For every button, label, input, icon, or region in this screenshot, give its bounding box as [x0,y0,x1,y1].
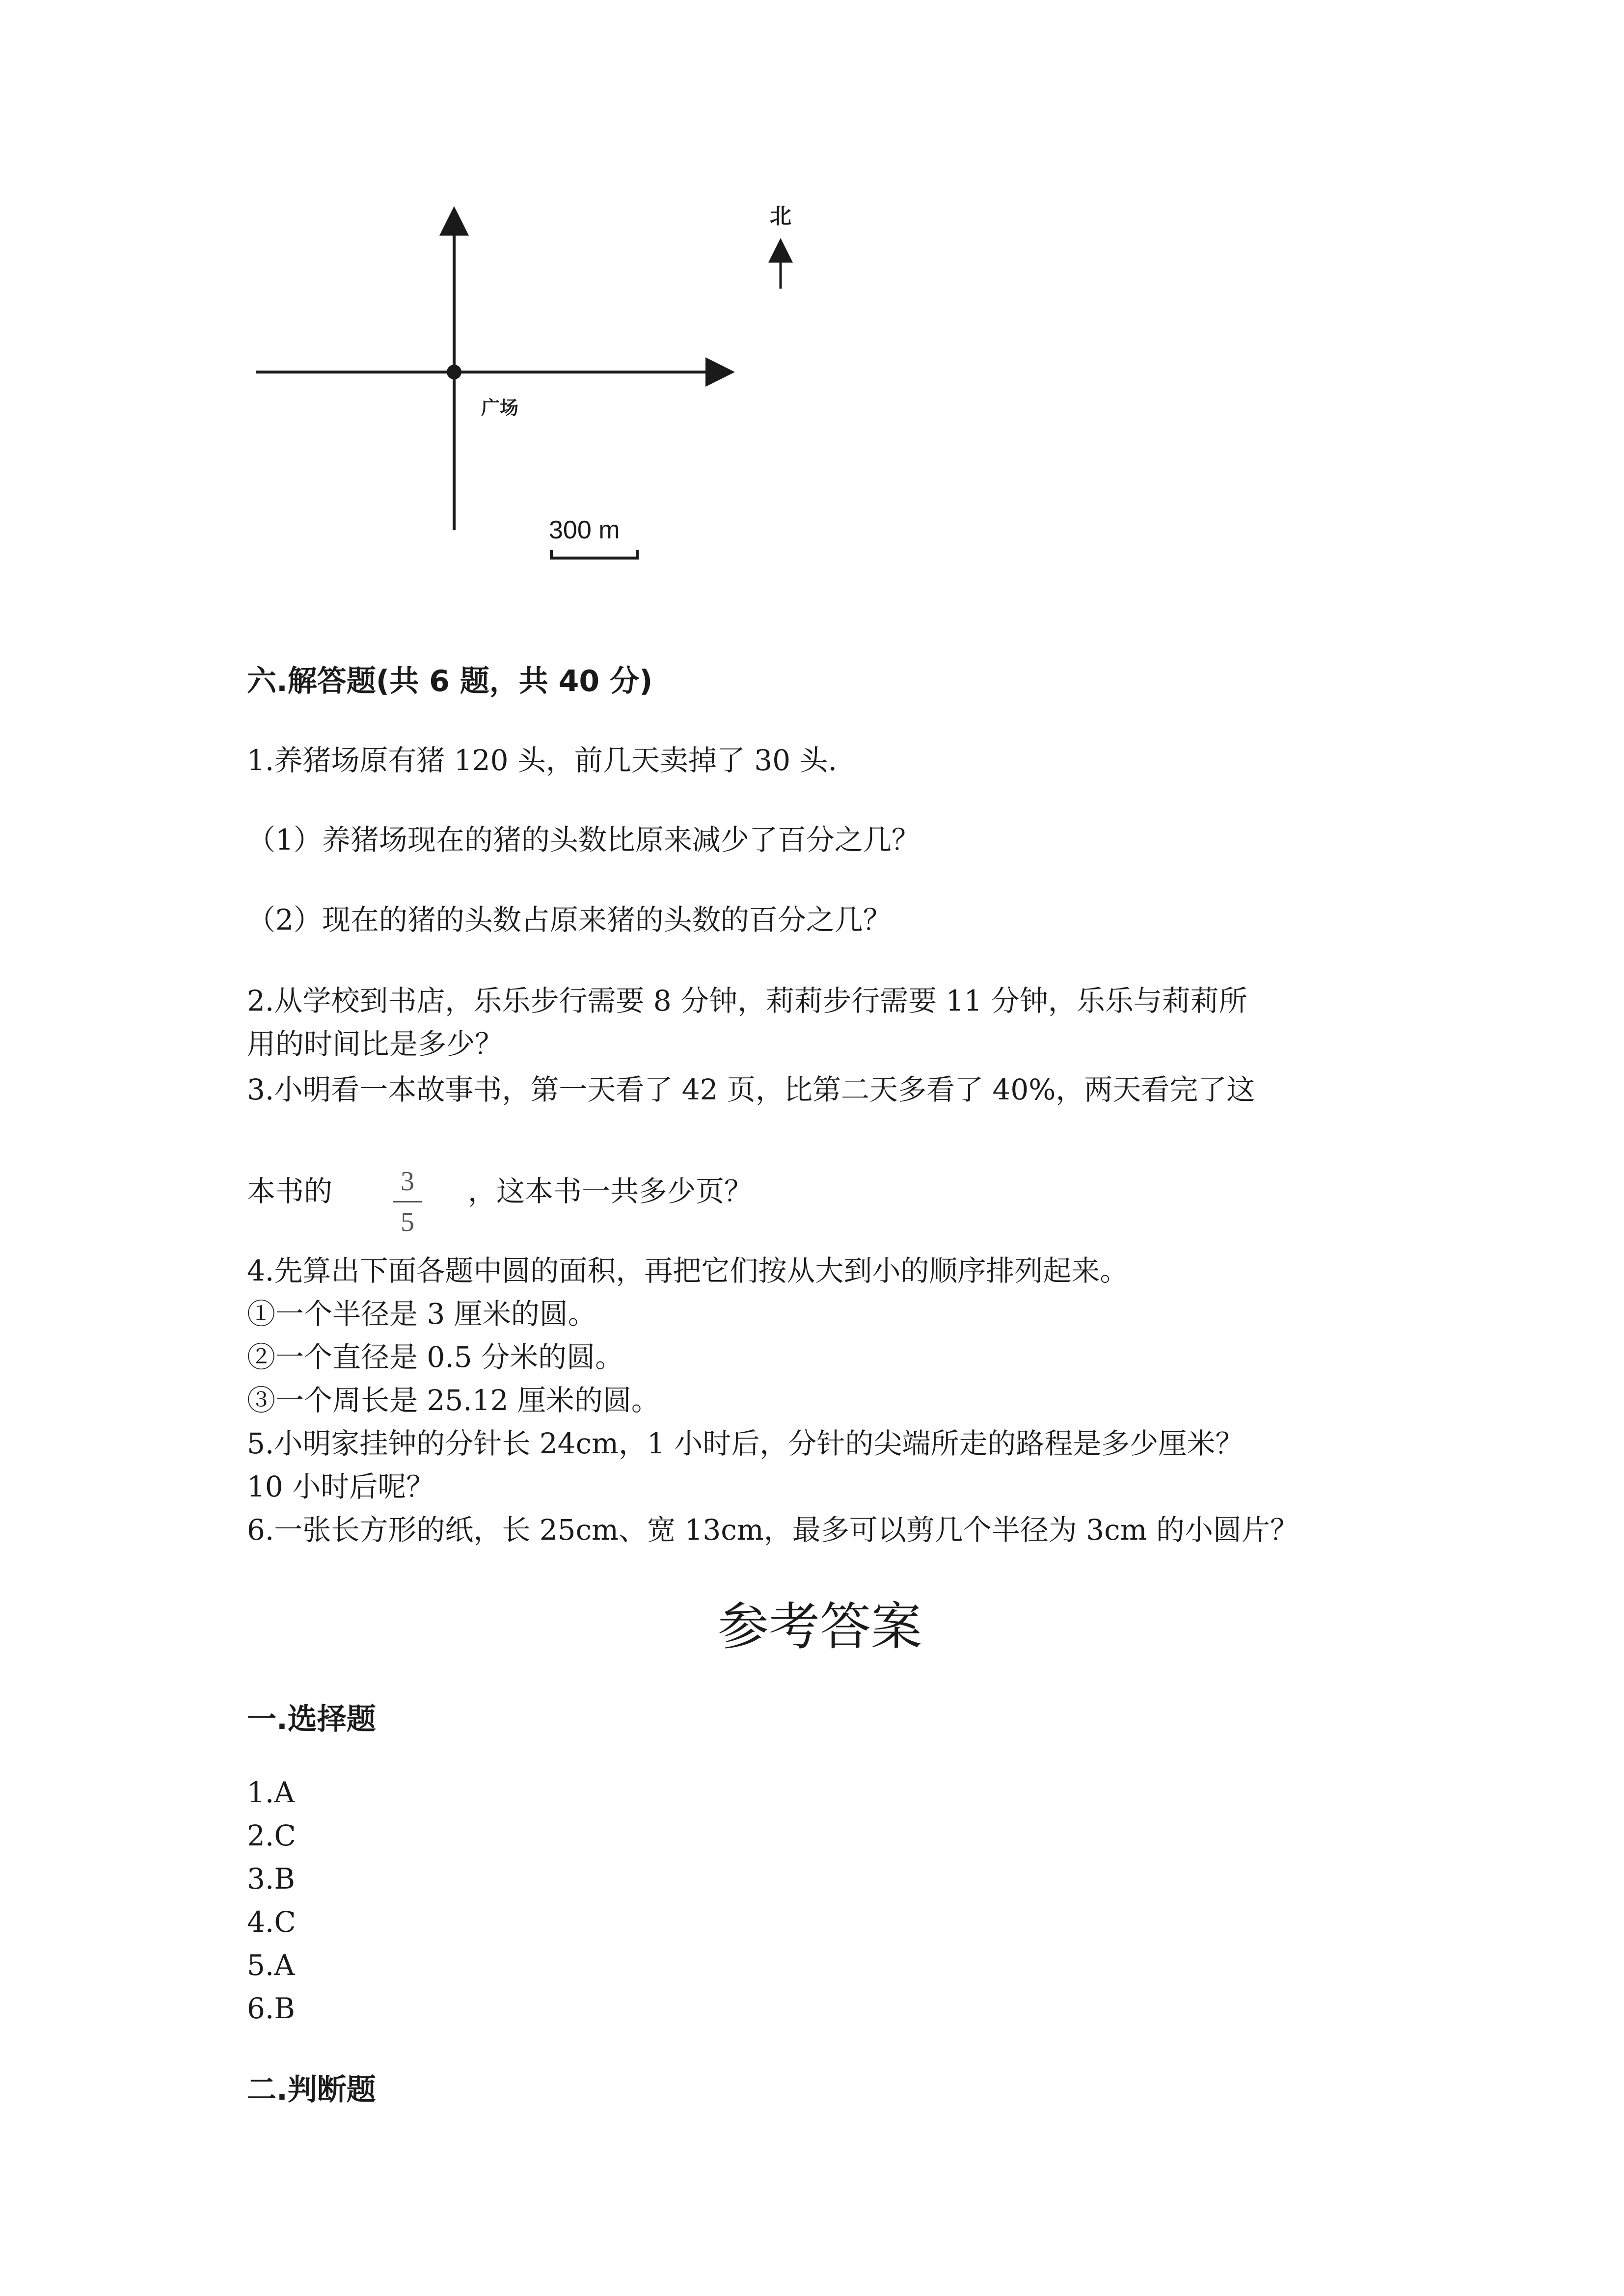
answers-section1-heading: 一.选择题 [247,1702,376,1736]
map-diagram [236,187,854,589]
q1-sub1: （1）养猪场现在的猪的头数比原来减少了百分之几？ [247,823,920,856]
q3-fraction [393,1166,422,1238]
answer-item: 4.C [247,1905,296,1939]
answer-item: 1.A [247,1776,295,1809]
fraction-numerator: 3 [401,1166,414,1197]
q5-line2: 10 小时后呢？ [247,1470,435,1503]
section6-heading: 六.解答题(共 6 题，共 40 分) [247,664,653,698]
q1-stem: 1.养猪场原有猪 120 头，前几天卖掉了 30 头. [247,744,838,777]
q2-line1: 2.从学校到书店，乐乐步行需要 8 分钟，莉莉步行需要 11 分钟，乐乐与莉莉所 [247,984,1247,1017]
scale-bar [551,550,637,558]
q3-line2-before: 本书的 [247,1175,333,1208]
answer-item: 3.B [247,1862,295,1896]
plaza-label: 广场 [481,397,519,419]
fraction-denominator: 5 [401,1207,414,1237]
q2-line2: 用的时间比是多少？ [247,1027,504,1061]
answer-item: 2.C [247,1819,296,1852]
plaza-point [447,365,461,379]
answer-item: 6.B [247,1992,295,2025]
q4-stem: 4.先算出下面各题中圆的面积，再把它们按从大到小的顺序排列起来。 [247,1254,1129,1287]
answers-section2-heading: 二.判断题 [247,2073,376,2107]
answer-item: 5.A [247,1949,295,1982]
q3-line2-after: ，这本书一共多少页？ [468,1175,753,1208]
north-label: 北 [770,204,791,229]
q6: 6.一张长方形的纸，长 25cm、宽 13cm，最多可以剪几个半径为 3cm 的小圆片？ [247,1513,1299,1547]
q5-line1: 5.小明家挂钟的分针长 24cm，1 小时后，分针的尖端所走的路程是多少厘米？ [247,1427,1244,1460]
scale-label: 300 m [549,516,620,544]
fraction-bar [393,1201,422,1202]
q1-sub2: （2）现在的猪的头数占原来猪的头数的百分之几？ [247,903,892,936]
q4-item-1: ①一个半径是 3 厘米的圆。 [247,1297,596,1331]
q4-item-3: ③一个周长是 25.12 厘米的圆。 [247,1384,660,1417]
q3-line1: 3.小明看一本故事书，第一天看了 42 页，比第二天多看了 40%，两天看完了这 [247,1073,1255,1106]
answers-title: 参考答案 [718,1597,922,1656]
q4-item-2: ②一个直径是 0.5 分米的圆。 [247,1340,624,1374]
